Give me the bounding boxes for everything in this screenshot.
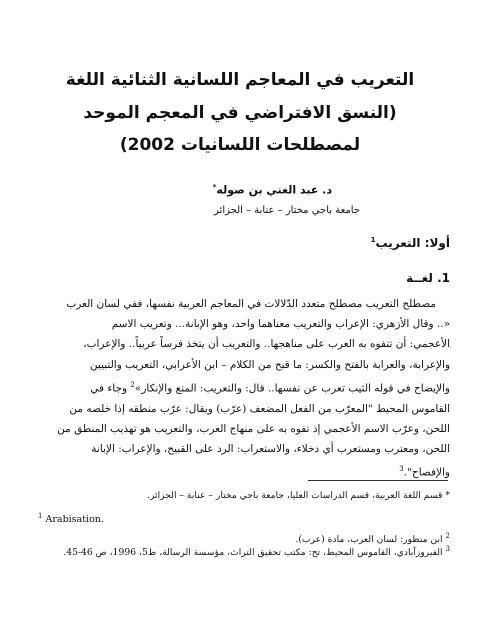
body-line: اللحن، وعرّب الاسم الأعجمي إذ تفوه به على منهاج العرب، والتعريب هو تهذيب المنطق من (57, 422, 450, 435)
footnote-divider (308, 480, 448, 481)
footnote-2-mark: 2 (445, 532, 450, 540)
footnote-ref-2: 2 (130, 380, 135, 389)
section-heading (0, 236, 450, 250)
footnote-1-text: Arabisation. (45, 514, 104, 526)
author-affiliation: جامعة باجي مختار – عنابة – الجزائر (214, 205, 360, 216)
title-line-1: التعريب في المعاجم اللسانية الثنائية اللغة (65, 70, 415, 90)
footnote-3 (38, 543, 450, 559)
body-line: اللحن، ومعترب ومستعرب أي دخلاء، والاستعراب: الرد على القبيح، والإعراب: الإبانة (91, 442, 450, 455)
body-line: والإعرابة، والعرابة بالفتح والكسر: ما قبح من الكلام – ابن الأعرابي، التعريب والتبيين (89, 358, 450, 371)
footnote-1 (38, 512, 104, 525)
footnote-2-text: ابن منظور: لسان العرب، مادة (عرب). (295, 534, 443, 546)
footnote-author: * قسم اللغة العربية، قسم الدراسات العليا، جامعة باجي مختار – عنابة – الجزائر. (147, 490, 450, 501)
body-line: مصطلح التعريب مصطلح متعدد الدّلالات في المعاجم العربية نفسها، ففي لسان العرب (66, 298, 436, 310)
title-line-2: (النسق الافتراضي في المعجم الموحد (83, 103, 397, 123)
footnote-3-text: الفيروزآبادي، القاموس المحيط، تح: مكتب تحقيق التراث، مؤسسة الرسالة، ط5، 1996، ص 46-45. (63, 547, 443, 559)
author-footnote-mark: * (212, 183, 217, 191)
body-paragraph (38, 294, 450, 483)
footnote-3-mark: 3 (445, 545, 450, 553)
body-line-tail: وجاء في (90, 382, 131, 395)
body-line-with-note (38, 375, 450, 399)
body-line-text: والإيضاح في قوله الثيب تعرب عن نفسها.. قال: والتعريب: المنع والإنكار» (134, 382, 450, 395)
footnote-ref-3: 3 (399, 465, 404, 474)
subsection-heading: 1. لغــة (406, 271, 450, 285)
section-heading-text: أولا: التعريب (375, 236, 450, 250)
author-name (213, 183, 332, 197)
body-line: القاموس المحيط "المعرّب من الفعل المضعف (عرّب) ويقال: عرّب منطقه إذا خلصه من (69, 402, 450, 415)
footnote-1-mark: 1 (38, 512, 43, 520)
author-text: د. عبد الغني بن صوله (216, 183, 332, 197)
title-line-3: لمصطلحات اللسانيات 2002) (119, 135, 361, 155)
body-line: الأعجمي: أن تتفوه به العرب على مناهجها.. والتعريب أن يتخذ فرساً عربياً.. والإعراب، (83, 338, 450, 351)
body-line-text: والإفصاح". (403, 466, 450, 479)
section-footnote-mark: 1 (370, 236, 376, 244)
body-line: «.. وقال الأزهري: الإعراب والتعريب معناهما واحد، وهو الإبانة... وتعريب الاسم (111, 318, 450, 331)
